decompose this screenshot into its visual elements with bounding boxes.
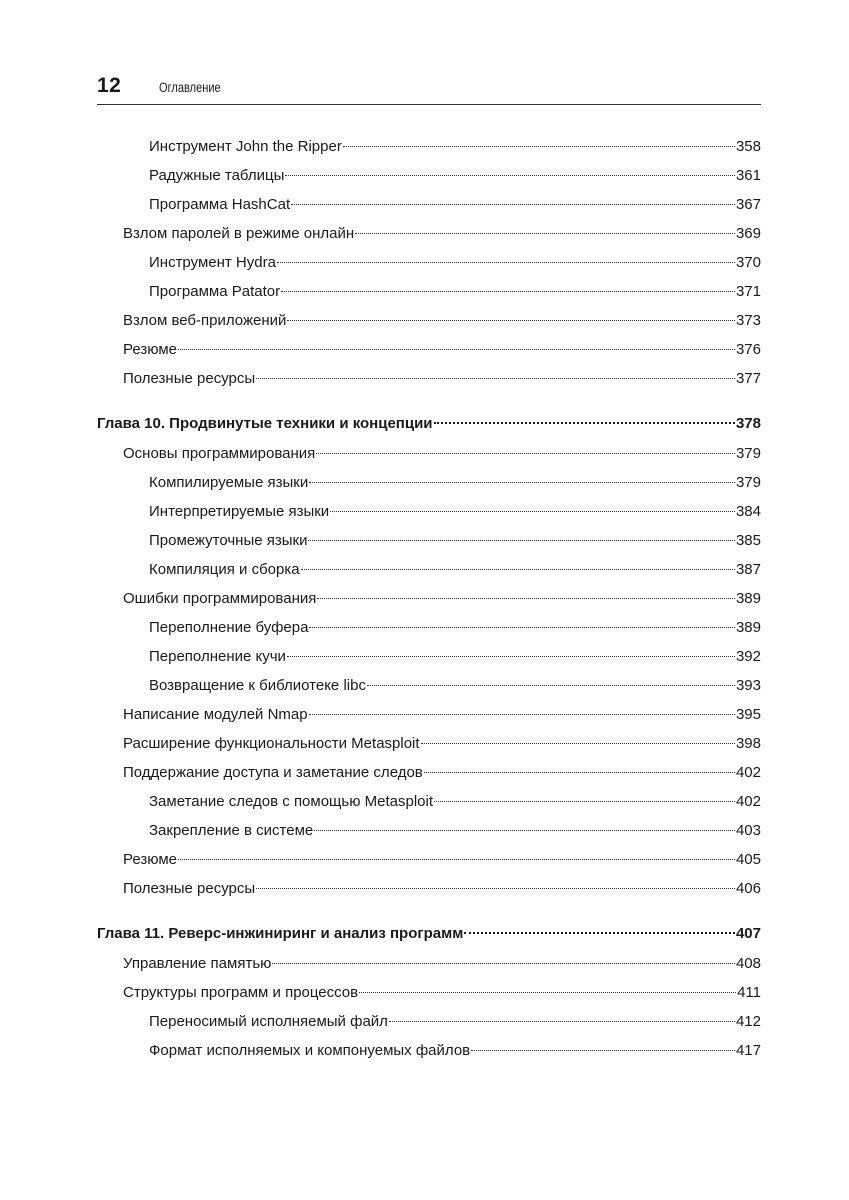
toc-entry-title: Возвращение к библиотеке libc	[149, 677, 366, 694]
dot-leader	[287, 655, 735, 657]
toc-entry-page: 379	[735, 445, 761, 462]
toc-entry	[97, 874, 761, 903]
toc-entry	[97, 816, 761, 845]
dot-leader	[421, 742, 735, 744]
toc-entry	[97, 845, 761, 874]
toc-entry-title: Глава 10. Продвинутые техники и концепции	[97, 415, 433, 432]
toc-entry-title: Глава 11. Реверс-инжиниринг и анализ программ	[97, 925, 464, 942]
dot-leader	[281, 290, 735, 292]
toc-entry-title: Инструмент Hydra	[149, 254, 276, 271]
dot-leader	[256, 887, 735, 889]
toc-entry	[97, 1036, 761, 1065]
toc-entry-page: 403	[735, 822, 761, 839]
toc-entry-page: 370	[735, 254, 761, 271]
toc-entry-page: 389	[735, 619, 761, 636]
toc-entry	[97, 584, 761, 613]
toc-entry-page: 402	[735, 793, 761, 810]
dot-leader	[317, 597, 735, 599]
toc-entry	[97, 613, 761, 642]
toc-entry	[97, 306, 761, 335]
toc-entry	[97, 700, 761, 729]
toc-entry	[97, 190, 761, 219]
page-header	[97, 74, 761, 104]
dot-leader	[309, 626, 735, 628]
toc-entry-page: 378	[735, 415, 761, 432]
toc-entry-page: 385	[735, 532, 761, 549]
dot-leader	[309, 481, 735, 483]
dot-leader	[330, 510, 735, 512]
toc-entry-page: 393	[735, 677, 761, 694]
toc-entry	[97, 277, 761, 306]
dot-leader	[316, 452, 735, 454]
toc-entry-title: Управление памятью	[123, 955, 272, 972]
toc-entry	[97, 1007, 761, 1036]
toc-entry-page: 358	[735, 138, 761, 155]
toc-entry-page: 373	[735, 312, 761, 329]
toc-entry-page: 392	[735, 648, 761, 665]
toc-entry-page: 405	[735, 851, 761, 868]
section-gap	[97, 393, 761, 409]
toc-entry-page: 389	[735, 590, 761, 607]
toc-group	[97, 919, 761, 1065]
dot-leader	[178, 348, 735, 350]
toc-entry-page: 411	[737, 984, 761, 1001]
toc-entry-page: 379	[735, 474, 761, 491]
dot-leader	[355, 232, 735, 234]
toc-entry-page: 377	[735, 370, 761, 387]
toc-entry-title: Компиляция и сборка	[149, 561, 300, 578]
dot-leader	[464, 931, 735, 934]
dot-leader	[434, 421, 735, 424]
toc-entry	[97, 978, 761, 1007]
toc-entry-title: Структуры программ и процессов	[123, 984, 359, 1001]
toc-entry-title: Ошибки программирования	[123, 590, 317, 607]
toc-entry-page: 402	[735, 764, 761, 781]
toc-entry	[97, 132, 761, 161]
toc-chapter-entry	[97, 919, 761, 949]
toc-entry-page: 406	[735, 880, 761, 897]
toc-entry-title: Программа HashCat	[149, 196, 291, 213]
toc-entry-title: Компилируемые языки	[149, 474, 309, 491]
dot-leader	[359, 991, 736, 993]
toc-entry-title: Программа Patator	[149, 283, 281, 300]
toc-entry	[97, 526, 761, 555]
dot-leader	[471, 1049, 735, 1051]
toc-entry-page: 361	[735, 167, 761, 184]
toc-entry-page: 407	[735, 925, 761, 942]
toc-entry	[97, 364, 761, 393]
toc-entry-page: 417	[735, 1042, 761, 1059]
dot-leader	[285, 174, 735, 176]
header-rule	[97, 104, 761, 105]
toc-entry	[97, 161, 761, 190]
toc-entry	[97, 949, 761, 978]
toc-entry-title: Заметание следов с помощью Metasploit	[149, 793, 433, 810]
toc-entry	[97, 497, 761, 526]
section-gap	[97, 903, 761, 919]
toc-entry	[97, 642, 761, 671]
toc-entry-title: Промежуточные языки	[149, 532, 308, 549]
page-number: 12	[97, 74, 122, 97]
dot-leader	[389, 1020, 735, 1022]
toc-entry-title: Закрепление в системе	[149, 822, 314, 839]
toc-entry-title: Радужные таблицы	[149, 167, 285, 184]
toc-entry-page: 408	[735, 955, 761, 972]
dot-leader	[287, 319, 735, 321]
toc-entry-page: 376	[735, 341, 761, 358]
toc-entry	[97, 335, 761, 364]
toc-entry	[97, 671, 761, 700]
toc-entry-title: Основы программирования	[123, 445, 316, 462]
toc-entry-page: 369	[735, 225, 761, 242]
dot-leader	[308, 539, 734, 541]
toc-entry	[97, 758, 761, 787]
table-of-contents	[97, 132, 761, 1065]
toc-entry-title: Резюме	[123, 851, 177, 868]
toc-entry	[97, 555, 761, 584]
toc-entry-title: Переполнение буфера	[149, 619, 309, 636]
toc-entry-title: Поддержание доступа и заметание следов	[123, 764, 423, 781]
dot-leader	[291, 203, 735, 205]
dot-leader	[424, 771, 735, 773]
toc-chapter-entry	[97, 409, 761, 439]
toc-entry-title: Взлом веб-приложений	[123, 312, 287, 329]
toc-entry-page: 412	[735, 1013, 761, 1030]
toc-entry	[97, 219, 761, 248]
toc-entry	[97, 468, 761, 497]
toc-entry-page: 371	[735, 283, 761, 300]
toc-entry-title: Переполнение кучи	[149, 648, 286, 665]
dot-leader	[178, 858, 735, 860]
toc-entry-page: 398	[735, 735, 761, 752]
dot-leader	[314, 829, 735, 831]
toc-entry-title: Написание модулей Nmap	[123, 706, 308, 723]
toc-entry-page: 387	[735, 561, 761, 578]
toc-entry-page: 384	[735, 503, 761, 520]
dot-leader	[434, 800, 735, 802]
toc-entry	[97, 248, 761, 277]
dot-leader	[272, 962, 735, 964]
toc-entry	[97, 729, 761, 758]
toc-entry-title: Полезные ресурсы	[123, 370, 256, 387]
toc-entry-title: Переносимый исполняемый файл	[149, 1013, 388, 1030]
toc-entry-title: Резюме	[123, 341, 177, 358]
toc-group	[97, 132, 761, 393]
dot-leader	[277, 261, 735, 263]
toc-entry-title: Интерпретируемые языки	[149, 503, 330, 520]
toc-entry	[97, 787, 761, 816]
toc-entry-title: Расширение функциональности Metasploit	[123, 735, 420, 752]
toc-entry-page: 367	[735, 196, 761, 213]
toc-entry-title: Полезные ресурсы	[123, 880, 256, 897]
dot-leader	[367, 684, 735, 686]
dot-leader	[343, 145, 735, 147]
toc-entry-title: Инструмент John the Ripper	[149, 138, 342, 155]
toc-group	[97, 409, 761, 903]
toc-entry-title: Формат исполняемых и компонуемых файлов	[149, 1042, 471, 1059]
dot-leader	[309, 713, 735, 715]
toc-entry	[97, 439, 761, 468]
running-title: Оглавление	[159, 80, 221, 95]
toc-entry-title: Взлом паролей в режиме онлайн	[123, 225, 355, 242]
dot-leader	[301, 568, 735, 570]
dot-leader	[256, 377, 735, 379]
toc-entry-page: 395	[735, 706, 761, 723]
